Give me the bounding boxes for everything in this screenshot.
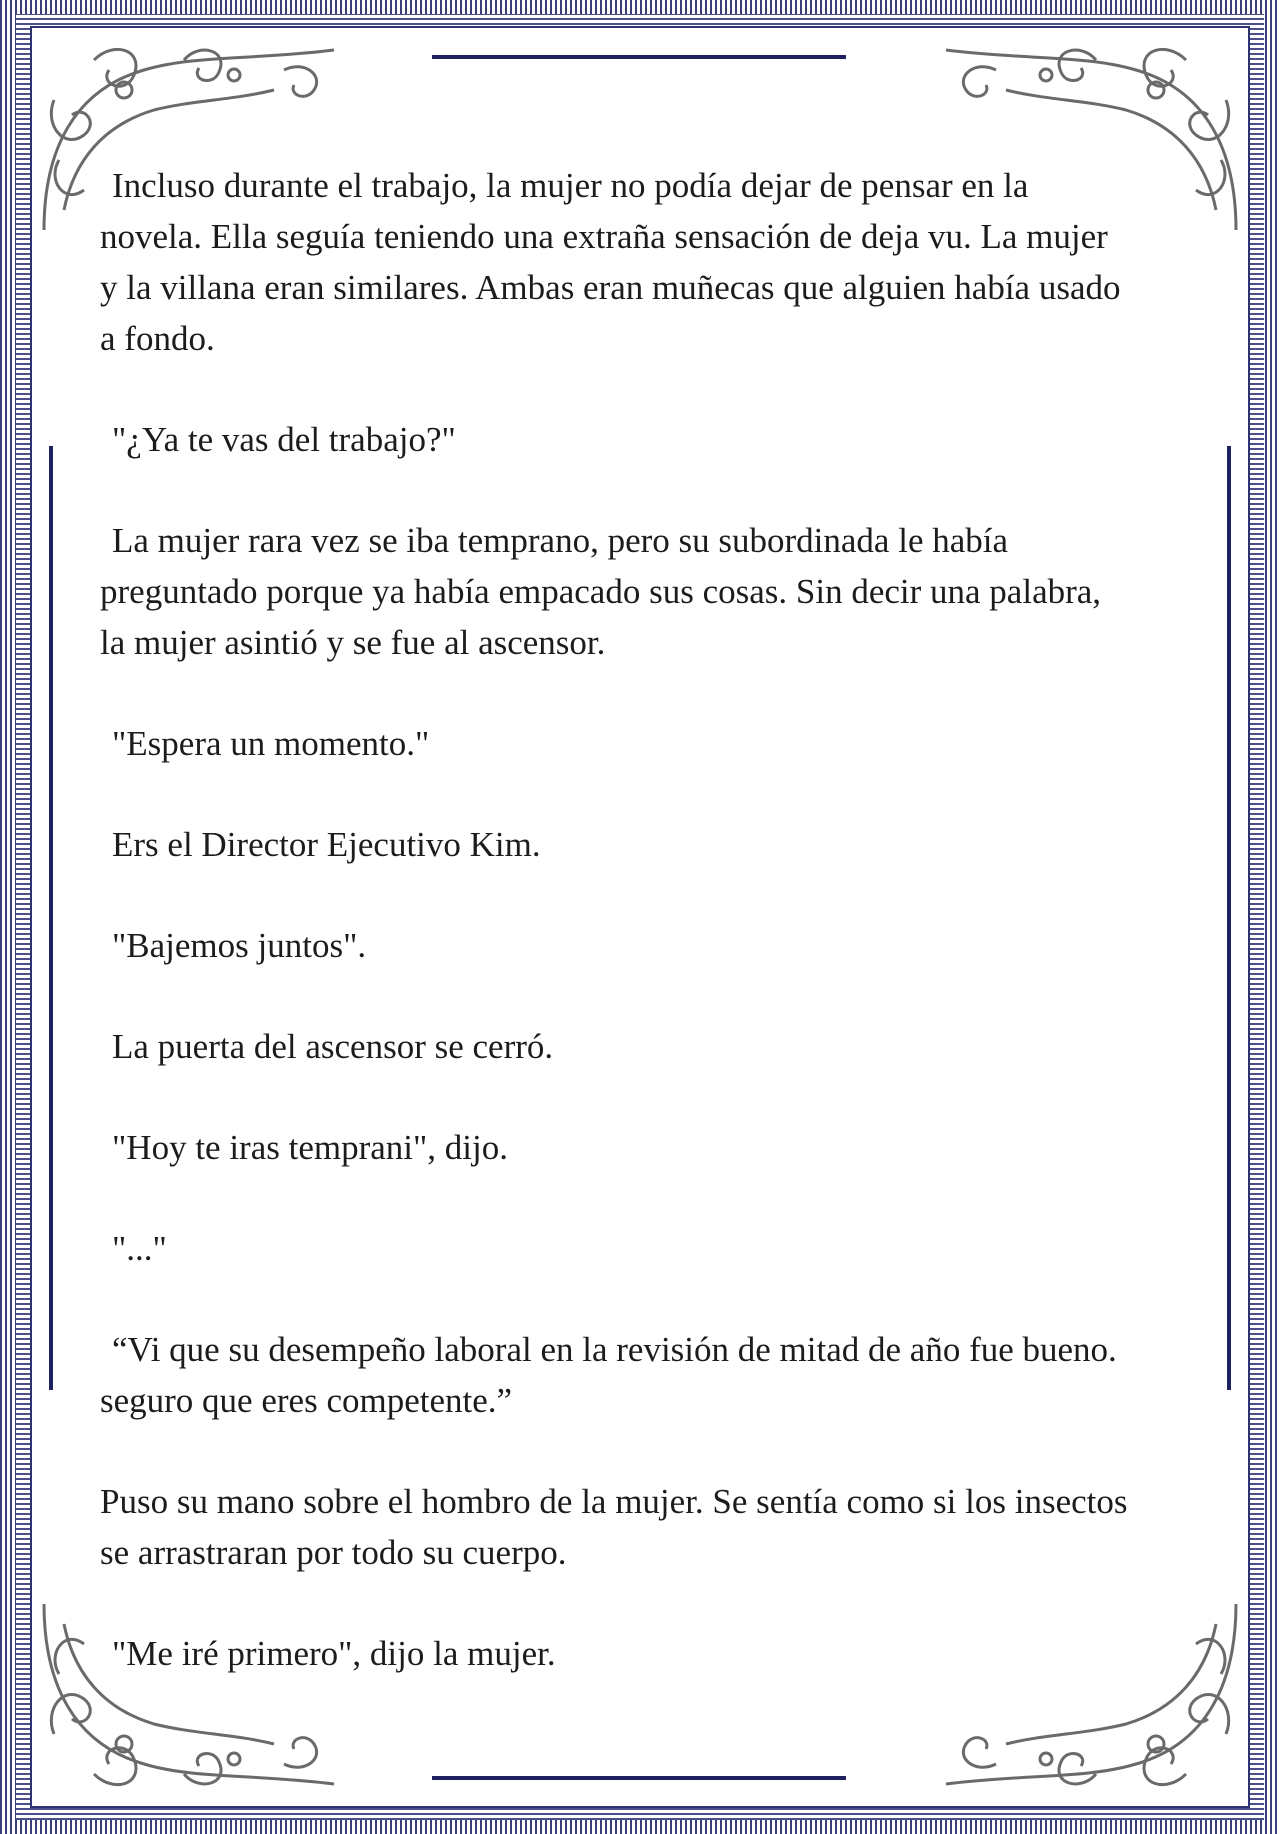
right-rule-line xyxy=(1227,446,1231,1390)
top-rule-line xyxy=(432,55,846,59)
paragraph: Incluso durante el trabajo, la mujer no podía dejar de pensar en la novela. Ella seguía teniendo una extraña sensación de deja vu. La mujer y la villana eran similares. Ambas eran muñecas que alguien había usado a fondo. xyxy=(100,166,1121,358)
paragraph: "Hoy te iras temprani", dijo. xyxy=(112,1128,508,1167)
paragraph: Ers el Director Ejecutivo Kim. xyxy=(112,825,541,864)
paragraph: "Bajemos juntos". xyxy=(112,926,367,965)
paragraph: La mujer rara vez se iba temprano, pero su subordinada le había preguntado porque ya había empacado sus cosas. Sin decir una palabra, la mujer asintió y se fue al ascensor. xyxy=(100,521,1102,662)
paragraph: “Vi que su desempeño laboral en la revisión de mitad de año fue bueno. seguro que eres competente.” xyxy=(100,1330,1117,1420)
paragraph: "Me iré primero", dijo la mujer. xyxy=(112,1634,556,1673)
bottom-rule-line xyxy=(432,1776,846,1780)
story-text xyxy=(100,160,1130,1729)
paragraph: "..." xyxy=(112,1229,167,1268)
left-rule-line xyxy=(49,446,53,1390)
paragraph: "¿Ya te vas del trabajo?" xyxy=(112,420,456,459)
paragraph: "Espera un momento." xyxy=(112,724,430,763)
paragraph: La puerta del ascensor se cerró. xyxy=(112,1027,554,1066)
paragraph: Puso su mano sobre el hombro de la mujer. Se sentía como si los insectos se arrastraran por todo su cuerpo. xyxy=(100,1482,1128,1572)
